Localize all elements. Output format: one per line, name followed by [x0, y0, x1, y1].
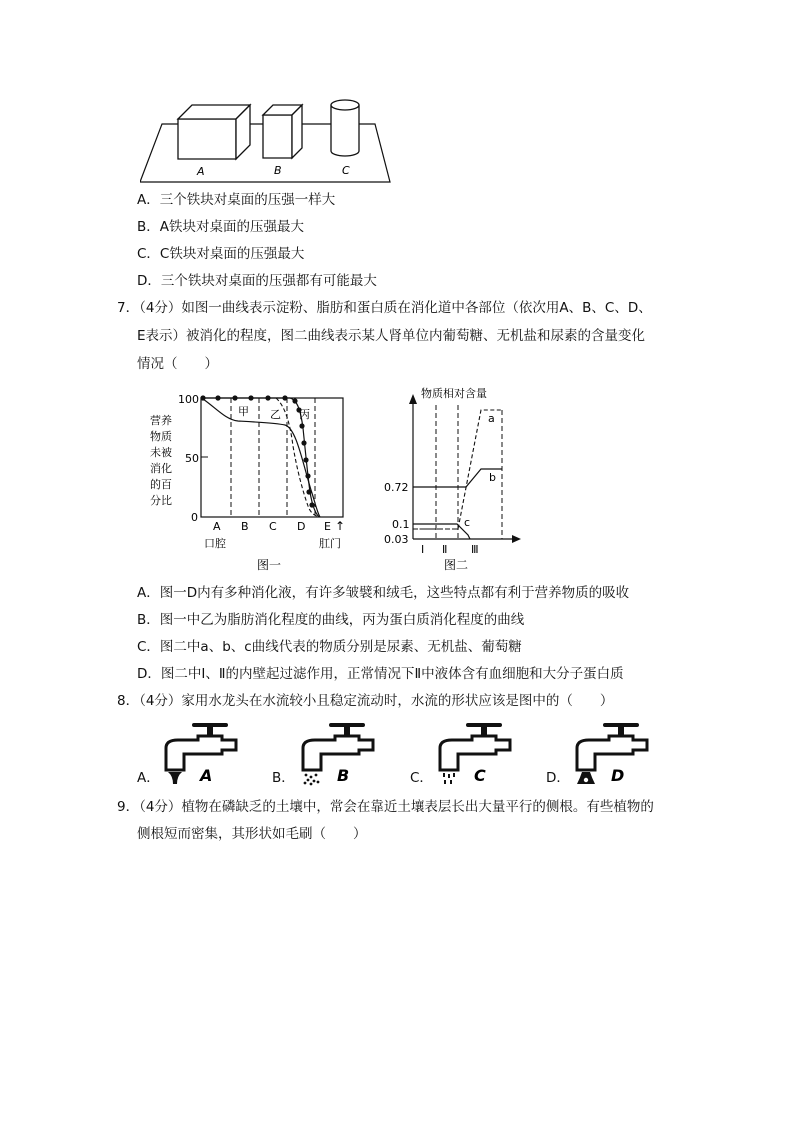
svg-text:甲: 甲 [238, 405, 249, 418]
svg-text:图二: 图二 [444, 558, 469, 572]
q8-option-b: B． [272, 770, 295, 786]
q6-option-a: A．三个铁块对桌面的压强一样大 [137, 192, 336, 208]
svg-text:E: E [324, 520, 331, 533]
svg-text:50: 50 [185, 452, 199, 465]
faucet-a-figure [160, 718, 240, 786]
svg-text:D: D [611, 766, 625, 785]
q9-stem-line: 侧根短而密集，其形状如毛刷（ ） [137, 826, 367, 842]
block-label: C [342, 164, 350, 177]
svg-text:100: 100 [178, 393, 199, 406]
q7-option-c: C．图二中a、b、c曲线代表的物质分别是尿素、无机盐、葡萄糖 [137, 639, 522, 655]
q8-option-c: C． [410, 770, 433, 786]
svg-text:0.03: 0.03 [384, 533, 409, 546]
faucet-c-figure [434, 718, 514, 786]
svg-text:↑: ↑ [335, 519, 346, 533]
svg-text:肛门: 肛门 [319, 537, 341, 550]
svg-text:a: a [488, 412, 495, 425]
svg-text:0.1: 0.1 [392, 518, 410, 531]
svg-text:营养: 营养 [150, 414, 172, 427]
q7-stem-line: E表示）被消化的程度，图二曲线表示某人肾单位内葡萄糖、无机盐和尿素的含量变化 [137, 328, 646, 344]
svg-text:未被: 未被 [150, 446, 172, 459]
svg-text:C: C [474, 766, 486, 785]
q9-stem-line: 9．（4分）植物在磷缺乏的土壤中，常会在靠近土壤表层长出大量平行的侧根。有些植物的 [117, 799, 654, 815]
faucet-b-figure [297, 718, 377, 786]
svg-text:物质: 物质 [150, 430, 172, 443]
kidney-chart [382, 383, 532, 578]
q6-option-d: D．三个铁块对桌面的压强都有可能最大 [137, 273, 377, 289]
digestion-chart [140, 388, 370, 578]
svg-text:Ⅱ: Ⅱ [442, 543, 448, 556]
svg-text:A: A [200, 766, 213, 785]
q7-option-a: A．图一D内有多种消化液，有许多皱襞和绒毛，这些特点都有利于营养物质的吸收 [137, 585, 630, 601]
q7-option-d: D．图二中Ⅰ、Ⅱ的内壁起过滤作用，正常情况下Ⅱ中液体含有血细胞和大分子蛋白质 [137, 666, 624, 682]
svg-text:0.72: 0.72 [384, 481, 409, 494]
svg-text:丙: 丙 [299, 408, 310, 421]
block-label: A [197, 165, 205, 178]
q8-option-d: D． [546, 770, 570, 786]
svg-text:b: b [489, 471, 496, 484]
svg-text:Ⅰ: Ⅰ [421, 543, 425, 556]
q7-stem-line: 情况（ ） [137, 356, 218, 372]
svg-text:口腔: 口腔 [204, 537, 226, 550]
iron-blocks-figure [140, 95, 395, 185]
block-label: B [274, 164, 282, 177]
svg-text:C: C [269, 520, 277, 533]
q7-option-b: B．图一中乙为脂肪消化程度的曲线，丙为蛋白质消化程度的曲线 [137, 612, 525, 628]
q7-stem-line: 7．（4分）如图一曲线表示淀粉、脂肪和蛋白质在消化道中各部位（依次用A、B、C、D、 [117, 300, 652, 316]
svg-text:的百: 的百 [150, 478, 172, 491]
svg-text:B: B [337, 766, 350, 785]
q8-option-a: A． [137, 770, 160, 786]
svg-text:消化: 消化 [150, 462, 172, 475]
svg-text:0: 0 [191, 511, 198, 524]
svg-text:图一: 图一 [257, 558, 282, 572]
q8-stem: 8．（4分）家用水龙头在水流较小且稳定流动时，水流的形状应该是图中的（ ） [117, 693, 614, 709]
svg-text:D: D [297, 520, 306, 533]
svg-text:B: B [241, 520, 249, 533]
svg-text:分比: 分比 [150, 494, 172, 507]
svg-text:物质相对含量: 物质相对含量 [421, 387, 487, 400]
svg-text:c: c [464, 516, 471, 529]
q6-option-c: C．C铁块对桌面的压强最大 [137, 246, 305, 262]
faucet-d-figure [571, 718, 651, 786]
svg-text:Ⅲ: Ⅲ [471, 543, 479, 556]
svg-text:A: A [213, 520, 221, 533]
svg-text:乙: 乙 [270, 408, 281, 421]
q6-option-b: B．A铁块对桌面的压强最大 [137, 219, 304, 235]
